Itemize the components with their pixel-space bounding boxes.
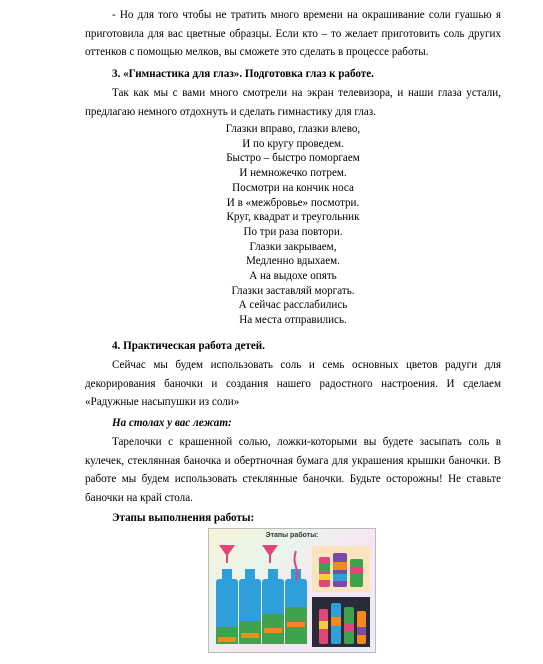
tables-heading: На столах у вас лежат: — [112, 417, 232, 429]
poem-line: На места отправились. — [239, 314, 347, 327]
poem-line: Глазки закрываем, — [249, 240, 337, 253]
bottle-illustration — [216, 569, 238, 644]
funnel-icon — [262, 545, 278, 563]
tables-text: Тарелочки с крашенной солью, ложки-которыми вы будете засыпать соль в кулечек, стеклянная баночка и обертночная бумага для украшения крышки баночки. В работе мы будем использовать стеклянные баночки. Будьте осторожны! Не ставьте баночки на край стола. — [85, 436, 501, 504]
section-3-heading: 3. «Гимнастика для глаз». Подготовка глаз к работе. — [112, 68, 374, 80]
section-3-text: Так как мы с вами много смотрели на экран телевизора, и наши глаза устали, предлагаю немного отдохнуть и сделать гимнастику для глаз. — [85, 87, 501, 118]
intro-paragraph: - Но для того чтобы не тратить много времени на окрашивание соли гуашью я приготовила для вас цветные образцы. Если кто – то желает приготовить соль других оттенков с помощью мелков, вы сможете это сделать в процессе работы. — [85, 9, 501, 58]
figure-title: Этапы работы: — [265, 532, 319, 539]
section-4-text: Сейчас мы будем использовать соль и семь основных цветов радуги для декорирования баночки и создания нашего радостного настроения. И сделаем «Радужные насыпушки из соли» — [85, 359, 501, 408]
work-stages-illustration — [208, 528, 376, 653]
poem-line: А сейчас расслабились — [238, 299, 348, 312]
poem-line: Быстро – быстро поморгаем — [226, 152, 360, 165]
poem-line: Посмотри на кончик носа — [232, 181, 354, 194]
poem-line: А на выдохе опять — [249, 270, 337, 283]
poem-line: Медленно вдыхаем. — [246, 255, 340, 268]
poem-line: И немножечко потрем. — [239, 167, 347, 180]
poem-line: И в «межбровье» посмотри. — [226, 196, 360, 209]
poem-line: Круг, квадрат и треугольник — [226, 211, 360, 224]
poem-line: По три раза повтори. — [243, 225, 343, 238]
section-4-heading: 4. Практическая работа детей. — [112, 340, 265, 352]
funnel-icon — [219, 545, 235, 563]
eye-exercise-poem — [85, 122, 501, 328]
bottle-illustration — [262, 569, 284, 644]
poem-line: И по кругу проведем. — [242, 137, 344, 150]
stages-heading: Этапы выполнения работы: — [112, 512, 255, 524]
poem-line: Глазки вправо, глазки влево, — [225, 123, 361, 135]
work-stages-drawing — [209, 529, 375, 652]
poem-line: Глазки заставляй моргать. — [231, 284, 355, 297]
bottle-illustration — [285, 551, 307, 644]
bottle-illustration — [239, 569, 261, 644]
